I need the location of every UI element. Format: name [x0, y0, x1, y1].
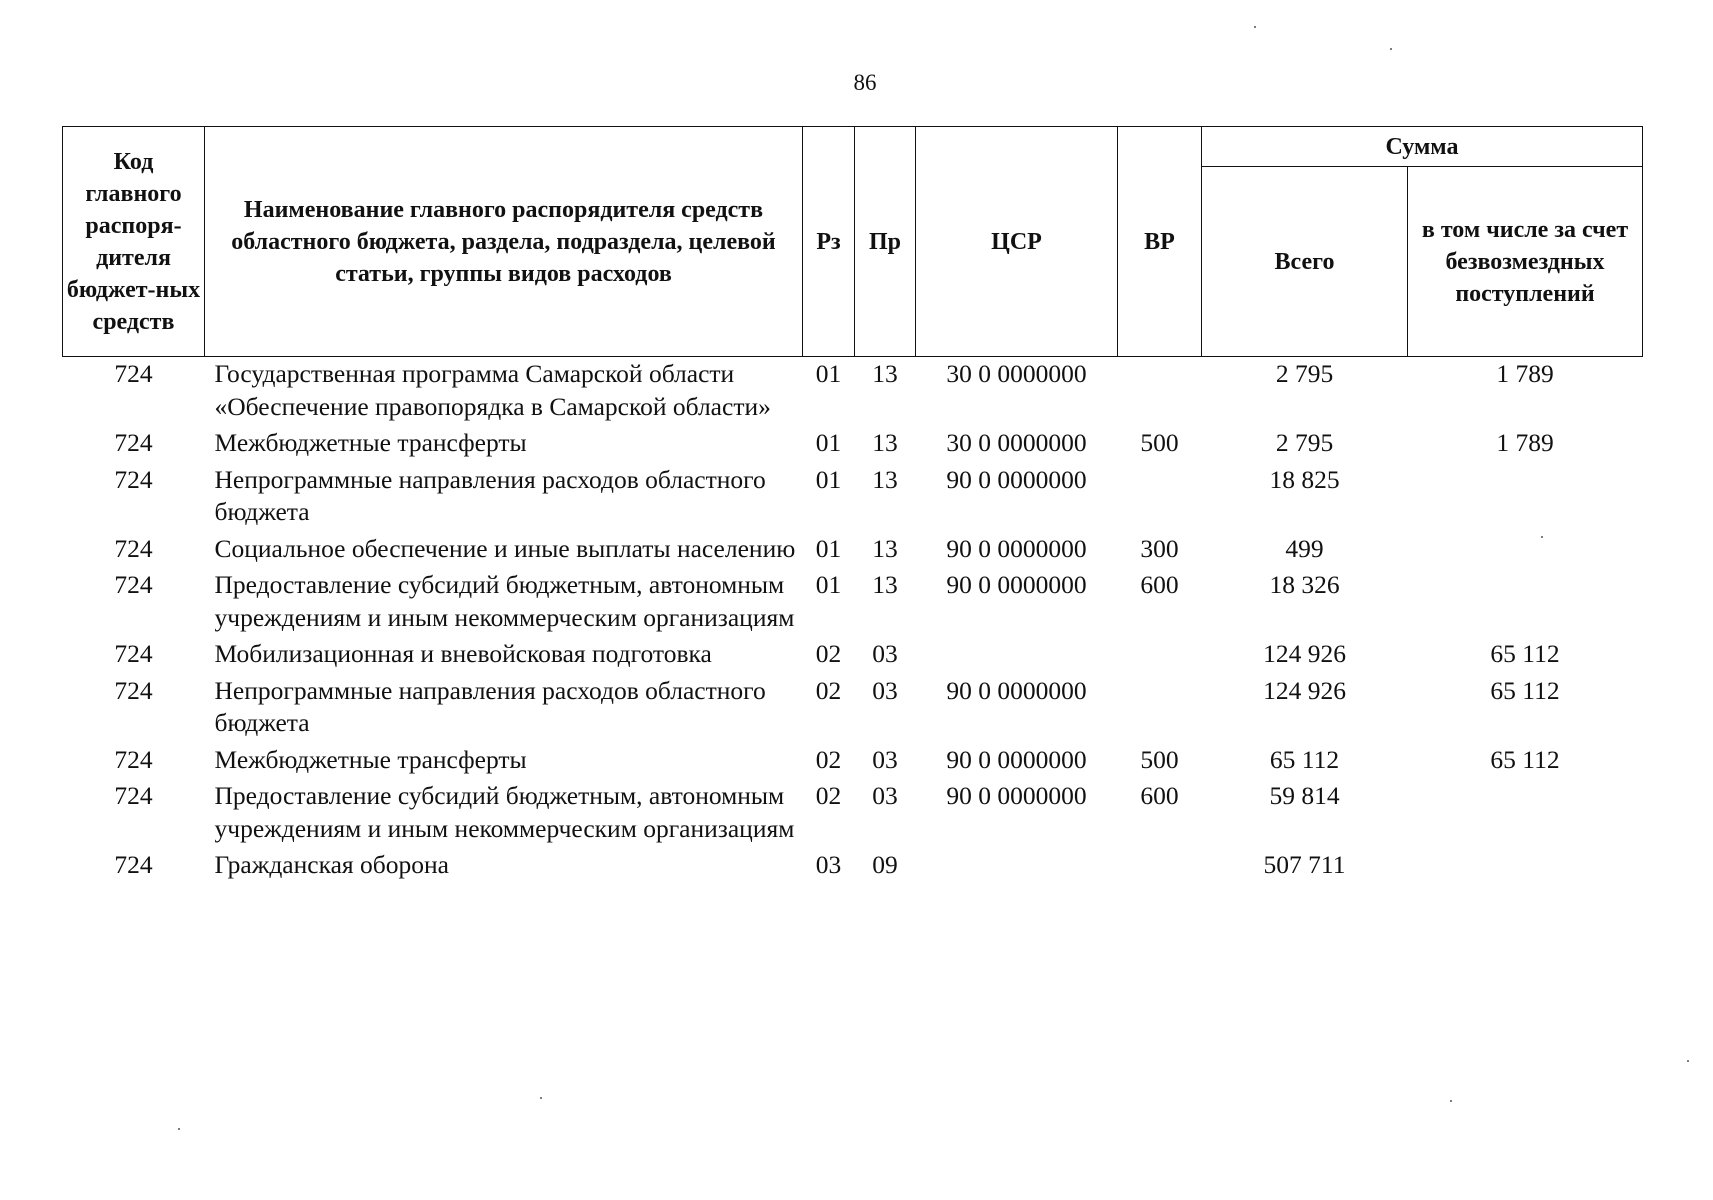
table-row: [63, 532, 1643, 569]
cell-name: Мобилизационная и вневойсковая подготовка: [214, 639, 712, 668]
cell-vr: 600: [1140, 781, 1179, 810]
scan-speck: [1450, 1100, 1452, 1102]
cell-rz: 03: [815, 850, 842, 879]
cell-rz: 01: [815, 428, 842, 457]
cell-name: Непрограммные направления расходов областного бюджета: [214, 675, 766, 737]
table-row: [63, 848, 1643, 885]
budget-table: [62, 126, 1643, 885]
scan-speck: [1687, 1060, 1689, 1062]
cell-code: 724: [114, 675, 153, 705]
cell-name: Непрограммные направления расходов областного бюджета: [214, 464, 766, 526]
cell-code: 724: [114, 570, 153, 599]
cell-code: 724: [114, 359, 153, 388]
cell-pr: 09: [872, 850, 898, 879]
cell-rz: 01: [815, 533, 842, 563]
cell-rz: 02: [815, 781, 842, 810]
cell-csr: 30 0 0000000: [946, 428, 1087, 457]
cell-pr: 13: [872, 428, 898, 457]
table-row: [63, 779, 1643, 848]
cell-csr: 90 0 0000000: [946, 464, 1087, 494]
cell-total: 499: [1285, 533, 1324, 563]
cell-gratis: 65 112: [1490, 639, 1560, 668]
table-row: [63, 568, 1643, 637]
cell-rz: 02: [815, 675, 842, 705]
cell-name: Государственная программа Самарской области «Обеспечение правопорядка в Самарской области»: [214, 359, 771, 421]
cell-name: Гражданская оборона: [214, 850, 449, 879]
table-row: [63, 426, 1643, 463]
cell-csr: [916, 637, 1118, 674]
cell-vr: [1118, 674, 1202, 743]
cell-vr: [1118, 357, 1202, 427]
cell-rz: 01: [815, 570, 842, 599]
scan-speck: [540, 1097, 542, 1099]
scan-speck: [178, 1128, 180, 1130]
header-vr: ВР: [1118, 127, 1202, 357]
cell-vr: 600: [1140, 570, 1179, 599]
cell-total: 507 711: [1263, 850, 1346, 879]
table-row: [63, 674, 1643, 743]
cell-vr: [1118, 848, 1202, 885]
cell-gratis: [1408, 848, 1643, 885]
cell-name: Предоставление субсидий бюджетным, автономным учреждениям и иным некоммерческим организациям: [214, 781, 795, 843]
cell-csr: 30 0 0000000: [946, 359, 1087, 388]
table-row: [63, 637, 1643, 674]
cell-code: 724: [114, 428, 153, 457]
scan-speck: [1254, 26, 1256, 28]
cell-pr: 03: [872, 744, 898, 774]
cell-total: 2 795: [1275, 359, 1334, 388]
cell-vr: 300: [1140, 533, 1179, 563]
header-csr: ЦСР: [916, 127, 1118, 357]
cell-total: 18 825: [1269, 464, 1340, 494]
cell-gratis: [1408, 532, 1643, 569]
cell-gratis: 65 112: [1490, 744, 1560, 774]
cell-total: 59 814: [1269, 781, 1340, 810]
cell-gratis: [1408, 463, 1643, 532]
cell-rz: 01: [815, 359, 842, 388]
table-row: [63, 357, 1643, 427]
cell-gratis: 65 112: [1490, 675, 1560, 705]
cell-pr: 13: [872, 570, 898, 599]
cell-code: 724: [114, 744, 153, 774]
cell-gratis: [1408, 568, 1643, 637]
header-rz: Рз: [803, 127, 855, 357]
header-gratis: в том числе за счет безвозмездных поступлений: [1408, 167, 1643, 357]
header-total: Всего: [1202, 167, 1408, 357]
cell-total: 124 926: [1263, 675, 1346, 705]
cell-rz: 02: [815, 744, 842, 774]
cell-rz: 02: [815, 639, 842, 668]
cell-vr: 500: [1140, 428, 1179, 457]
cell-csr: [916, 848, 1118, 885]
cell-total: 65 112: [1269, 744, 1340, 774]
cell-vr: [1118, 463, 1202, 532]
page-number: 86: [853, 70, 877, 95]
cell-total: 18 326: [1269, 570, 1340, 599]
cell-code: 724: [114, 850, 153, 879]
cell-code: 724: [114, 781, 153, 810]
table-header: [63, 127, 1643, 357]
cell-gratis: 1 789: [1496, 359, 1554, 388]
header-code: Код главного распоря-дителя бюджет-ных средств: [63, 127, 205, 357]
cell-name: Межбюджетные трансферты: [214, 428, 527, 457]
cell-name: Социальное обеспечение и иные выплаты населению: [214, 533, 796, 563]
table-row: [63, 743, 1643, 780]
cell-gratis: 1 789: [1496, 428, 1554, 457]
cell-code: 724: [114, 464, 153, 494]
cell-pr: 03: [872, 675, 898, 705]
cell-rz: 01: [815, 464, 842, 494]
cell-csr: 90 0 0000000: [946, 533, 1087, 563]
cell-pr: 13: [872, 533, 898, 563]
cell-csr: 90 0 0000000: [946, 675, 1087, 705]
header-name: Наименование главного распорядителя средств областного бюджета, раздела, подраздела, целевой статьи, группы видов расходов: [205, 127, 803, 357]
cell-name: Предоставление субсидий бюджетным, автономным учреждениям и иным некоммерческим организациям: [214, 570, 795, 632]
cell-csr: 90 0 0000000: [946, 744, 1087, 774]
header-pr: Пр: [855, 127, 916, 357]
cell-gratis: [1408, 779, 1643, 848]
cell-pr: 03: [872, 781, 898, 810]
cell-csr: 90 0 0000000: [946, 570, 1087, 599]
cell-code: 724: [114, 639, 153, 668]
scan-speck: [1541, 536, 1543, 538]
cell-code: 724: [114, 533, 153, 563]
cell-total: 124 926: [1263, 639, 1346, 668]
table-body: [63, 357, 1643, 885]
header-sum: Сумма: [1202, 127, 1643, 167]
cell-csr: 90 0 0000000: [946, 781, 1087, 810]
cell-pr: 13: [872, 359, 898, 388]
cell-pr: 03: [872, 639, 898, 668]
cell-vr: [1118, 637, 1202, 674]
cell-pr: 13: [872, 464, 898, 494]
table-row: [63, 463, 1643, 532]
scan-speck: [1390, 48, 1392, 50]
cell-name: Межбюджетные трансферты: [214, 744, 527, 774]
cell-total: 2 795: [1275, 428, 1334, 457]
cell-vr: 500: [1140, 744, 1179, 774]
